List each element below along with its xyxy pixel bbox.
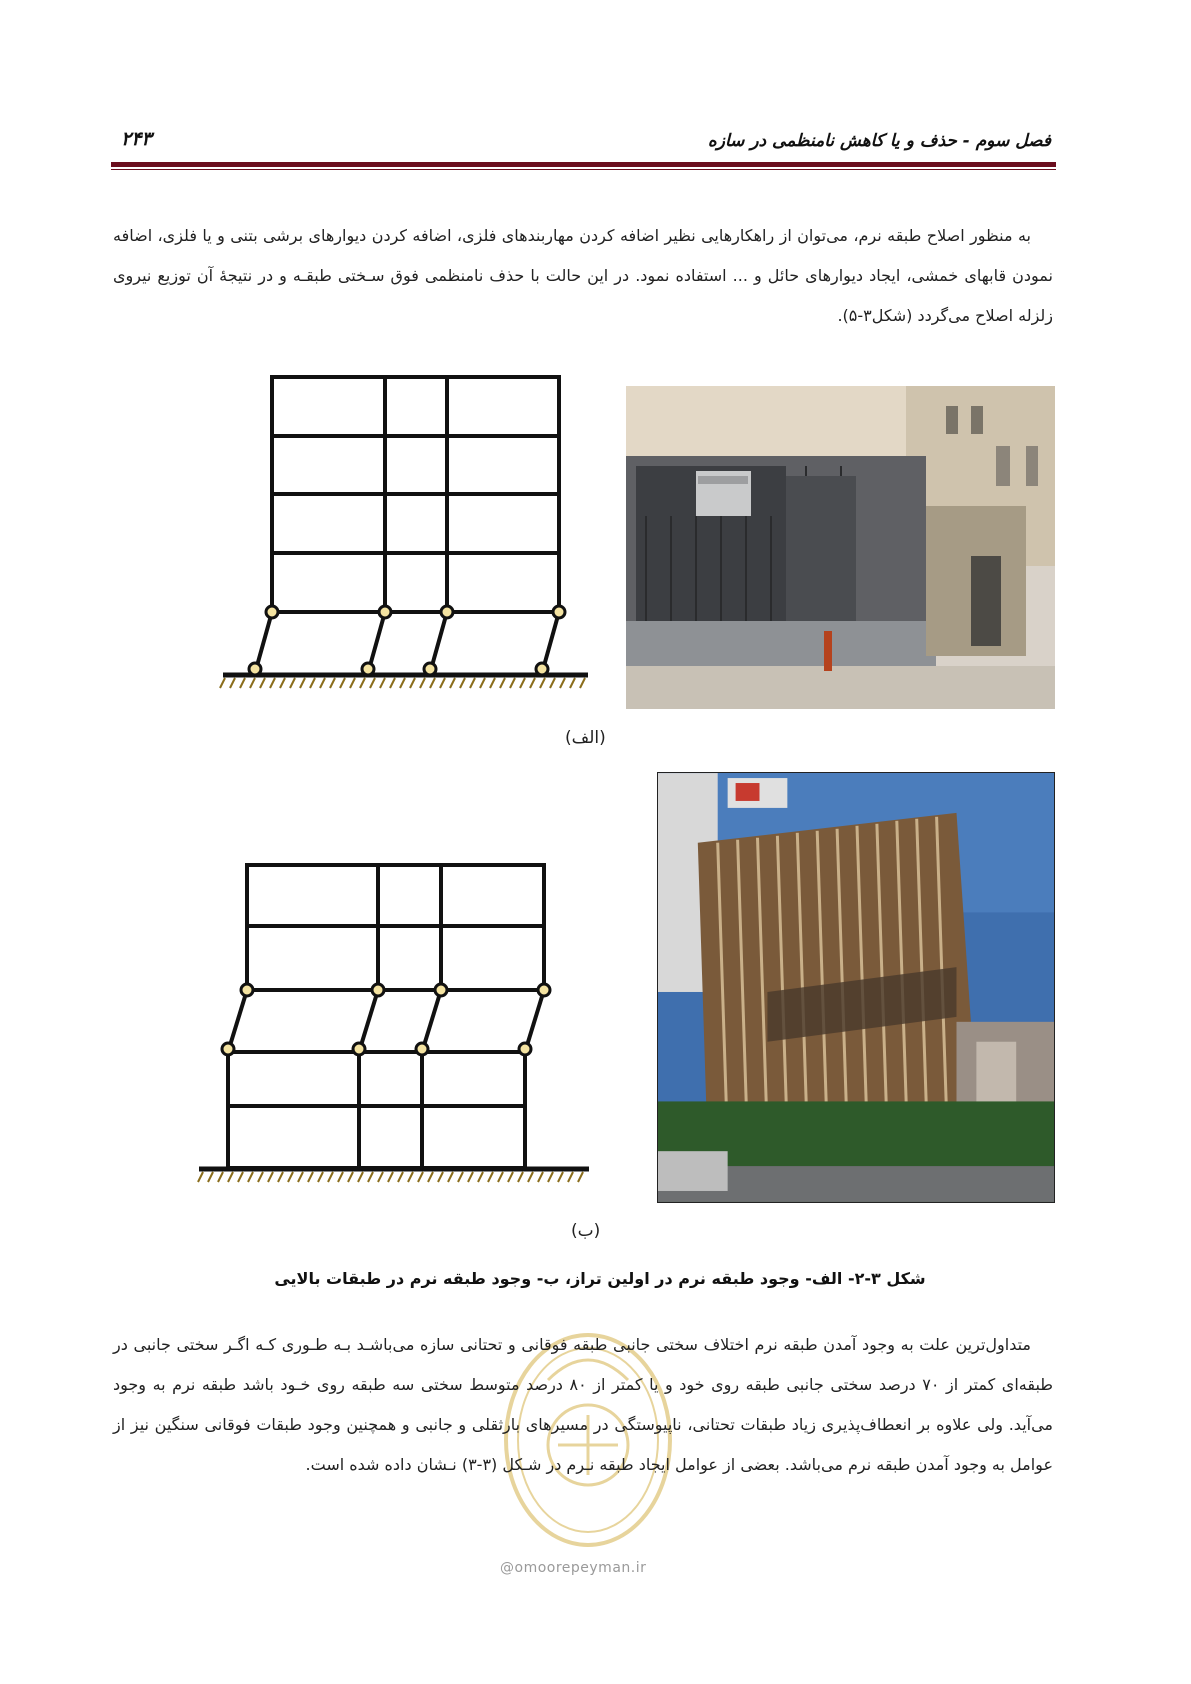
hinge	[435, 984, 447, 996]
figure-caption: شکل ۳-۲- الف- وجود طبقه نرم در اولین تراز، ب- وجود طبقه نرم در طبقات بالایی	[274, 1269, 926, 1288]
hinge	[538, 984, 550, 996]
hinge	[519, 1043, 531, 1055]
hinge	[241, 984, 253, 996]
lower-frame-outline	[228, 1052, 525, 1168]
hinge	[553, 606, 565, 618]
header-rule-thick	[111, 162, 1056, 167]
ground-hatching	[220, 678, 585, 688]
hinge	[362, 663, 374, 675]
paragraph-2-text: متداول‌ترین علت به وجود آمدن طبقه نرم اختلاف سختی جانبی طبقه فوقانی و تحتانی سازه می‌باشـد بـه طـوری کـه اگـر سختی جانبی در طبقه‌ای کمتر از ۷۰ درصد سختی جانبی طبقه روی خود و یا کمتر از ۸۰ درصد متوسط سختی سه طبقه روی خـود باشد طبقه نرم به وجود می‌آید. ولی علاوه بر انعطاف‌پذیری زیاد طبقات تحتانی، ناپیوستگی در مسیرهای بارثقلی و جانبی و همچنین وجود طبقات فوقانی سنگین نیز از عوامل به وجود آمدن طبقه نرم می‌باشد. بعضی از عوامل ایجاد طبقه نـرم در شـکل (۳-۳) نـشان داده شده است.	[113, 1335, 1054, 1474]
hinge	[249, 663, 261, 675]
hinge	[353, 1043, 365, 1055]
hinge	[416, 1043, 428, 1055]
hinge	[424, 663, 436, 675]
hinge	[536, 663, 548, 675]
figure-label-b: (ب)	[571, 1221, 601, 1241]
hinge	[372, 984, 384, 996]
diagram-soft-upper-story	[193, 856, 603, 1196]
header-rule-thin	[111, 169, 1056, 170]
paragraph-1-text: به منظور اصلاح طبقه نرم، می‌توان از راهکارهایی نظیر اضافه کردن مهاربندهای فلزی، اضافه کردن دیوارهای برشی بتنی و یا فلزی، اضافه نمودن قابهای خمشی، ایجاد دیوارهای حائل و ... استفاده نمود. در این حالت با حذف نامنظمی فوق سـختی طبقـه و در نتیجهٔ آن توزیع نیروی زلزله اصلاح می‌گردد (شکل۳-۵).	[113, 226, 1053, 325]
hinge	[266, 606, 278, 618]
hinge	[222, 1043, 234, 1055]
photo-soft-story-building	[626, 386, 1055, 709]
photo-collapsed-upper-story-building	[657, 772, 1055, 1203]
chapter-title: فصل سوم - حذف و یا کاهش نامنظمی در سازه	[707, 131, 1051, 151]
page-number: ۲۴۳	[121, 128, 152, 150]
watermark-text: @omoorepeyman.ir	[500, 1560, 647, 1576]
figure-label-a: (الف)	[565, 728, 606, 748]
diagram-soft-first-story	[215, 368, 605, 698]
paragraph-soft-story-causes	[113, 1325, 1053, 1485]
ground-hatching	[198, 1172, 583, 1182]
hinge	[379, 606, 391, 618]
hinge	[441, 606, 453, 618]
paragraph-soft-story-remedy	[113, 216, 1053, 336]
